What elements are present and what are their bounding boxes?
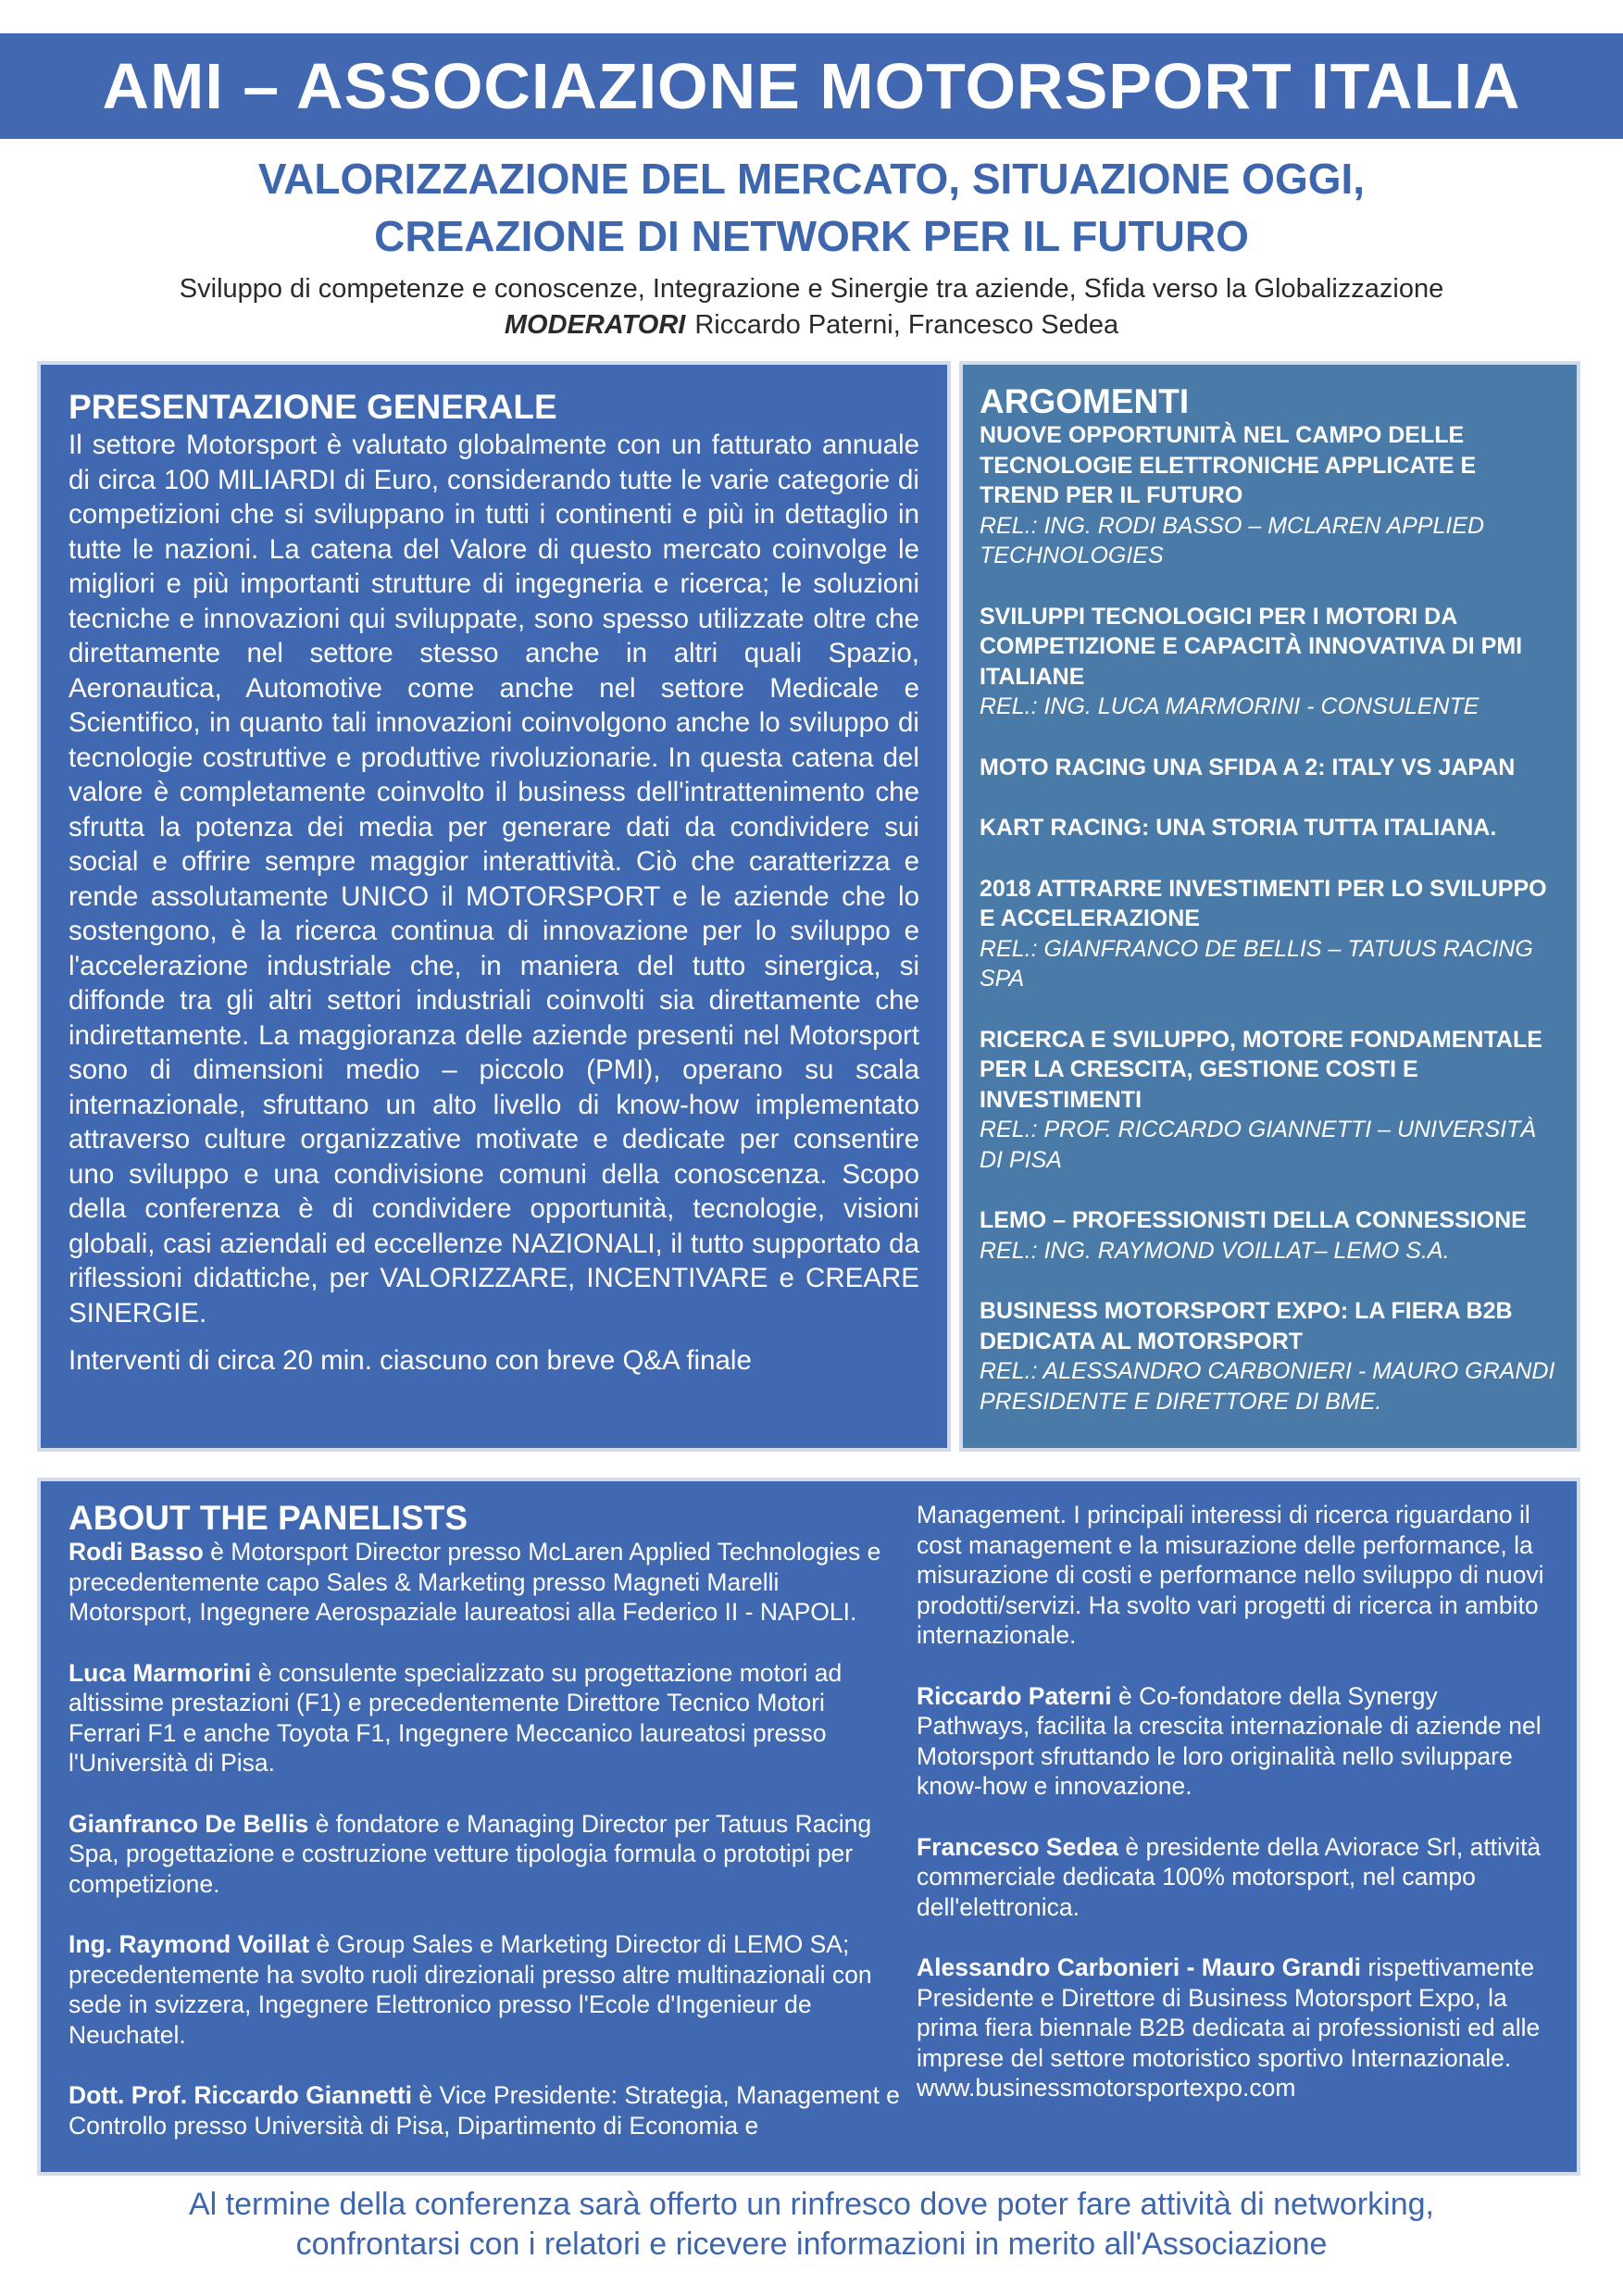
argument-item xyxy=(980,602,1560,722)
panelists-left-column xyxy=(69,1500,904,2171)
argument-title: NUOVE OPPORTUNITÀ NEL CAMPO DELLE TECNOLOGIE ELETTRONICHE APPLICATE E TREND PER IL FUTURO xyxy=(980,422,1477,508)
argument-item xyxy=(980,420,1560,571)
panelist-name: Ing. Raymond Voillat xyxy=(69,1930,310,1958)
argument-title: KART RACING: UNA STORIA TUTTA ITALIANA. xyxy=(980,815,1497,841)
moderators xyxy=(0,307,1623,343)
argument-item xyxy=(980,1205,1560,1266)
panelist-bio xyxy=(69,2080,904,2140)
argument-title: 2018 ATTRARRE INVESTIMENTI PER LO SVILUPPO E ACCELERAZIONE xyxy=(980,875,1547,931)
moderators-names: Riccardo Paterni, Francesco Sedea xyxy=(694,310,1119,340)
panelist-bio-continued xyxy=(917,1500,1550,1651)
tagline: Sviluppo di competenze e conoscenze, Integrazione e Sinergie tra aziende, Sfida verso la Globalizzazione xyxy=(179,274,1444,304)
argument-title: BUSINESS MOTORSPORT EXPO: LA FIERA B2B DEDICATA AL MOTORSPORT xyxy=(980,1298,1513,1354)
argument-title: RICERCA E SVILUPPO, MOTORE FONDAMENTALE PER LA CRESCITA, GESTIONE COSTI E INVESTIMENTI xyxy=(980,1026,1542,1113)
panelist-text: è Group Sales e Marketing Director di LEMO SA; precedentemente ha svolto ruoli direzionali presso altre multinazionali con sede in svizzera, Ingegnere Elettronico presso l'Ecole d'Ingenieur de Neuchatel. xyxy=(69,1930,872,2049)
subtitle-line-2: CREAZIONE DI NETWORK PER IL FUTURO xyxy=(374,212,1249,260)
panelist-bio xyxy=(917,1832,1550,1923)
subtitle xyxy=(0,150,1623,265)
panelists-heading: ABOUT THE PANELISTS xyxy=(69,1499,468,1537)
argument-title: MOTO RACING UNA SFIDA A 2: ITALY VS JAPAN xyxy=(980,754,1516,780)
argument-item xyxy=(980,753,1560,783)
page-title: AMI – ASSOCIAZIONE MOTORSPORT ITALIA xyxy=(102,50,1521,122)
subtitle-line-1: VALORIZZAZIONE DEL MERCATO, SITUAZIONE OGGI, xyxy=(257,155,1366,203)
panelists-box xyxy=(37,1478,1580,2176)
title-banner xyxy=(0,33,1623,139)
panelist-text: Management. I principali interessi di ricerca riguardano il cost management e la misurazione delle performance, la misurazione di costi e performance nello sviluppo di nuovi prodotti/servizi. Ha svolto vari progetti di ricerca in ambito internazionale. xyxy=(917,1501,1544,1649)
panelist-text: è presidente della Aviorace Srl, attività commerciale dedicata 100% motorsport, nel campo dell'elettronica. xyxy=(917,1832,1542,1921)
footer-note xyxy=(0,2185,1623,2265)
panelist-text: è consulente specializzato su progettazione motori ad altissime prestazioni (F1) e precedentemente Direttore Tecnico Motori Ferrari F1 e anche Toyota F1, Ingegnere Meccanico laureatosi presso l'Università di Pisa. xyxy=(69,1658,843,1777)
panelist-name: Gianfranco De Bellis xyxy=(69,1809,309,1838)
arguments-heading: ARGOMENTI xyxy=(980,382,1190,420)
footer-line-1: Al termine della conferenza sarà offerto un rinfresco dove poter fare attività di networking, xyxy=(189,2187,1434,2222)
panelist-text: è fondatore e Managing Director per Tatuus Racing Spa, progettazione e costruzione vetture tipologia formula o prototipi per competizione. xyxy=(69,1809,872,1898)
panelist-bio xyxy=(69,1929,904,2050)
panelist-bio xyxy=(917,1681,1550,1802)
panelist-bio xyxy=(69,1537,904,1628)
panelist-bio xyxy=(69,1658,904,1778)
argument-speaker: REL.: ING. LUCA MARMORINI - CONSULENTE xyxy=(980,693,1479,719)
argument-item xyxy=(980,1025,1560,1176)
argument-speaker: REL.: PROF. RICCARDO GIANNETTI – UNIVERSITÀ DI PISA xyxy=(980,1117,1537,1173)
panelists-right-column xyxy=(917,1500,1550,2134)
panelist-name: Francesco Sedea xyxy=(917,1832,1119,1861)
presentation-note: Interventi di circa 20 min. ciascuno con breve Q&A finale xyxy=(69,1345,752,1376)
presentation-body: Il settore Motorsport è valutato globalmente con un fatturato annuale di circa 100 MILIARDI di Euro, considerando tutte le varie categorie di competizioni che si sviluppano in tutti i continenti e più in dettaglio in tutte le nazioni. La catena del Valore di questo mercato coinvolge le migliori e più importanti strutture di ingegneria e ricerca; le soluzioni tecniche e innovazioni qui sviluppate, sono spesso utilizzate oltre che direttamente nel settore stesso anche in altri quali Spazio, Aeronautica, Automotive come anche nel settore Medicale e Scientifico, in quanto tali innovazioni coinvolgono anche lo sviluppo di tecnologie costruttive e produttive rivoluzionarie. In questa catena del valore è completamente coinvolto il business dell'intrattenimento che sfrutta la potenza dei media per generare dati da condividere sui social e offrire sempre maggior interattività. Ciò che caratterizza e rende assolutamente UNICO il MOTORSPORT e le aziende che lo sostengono, è la ricerca continua di innovazione per lo sviluppo e l'accelerazione industriale che, in maniera del tutto sinergica, si diffonde tra gli altri settori industriali coinvolti sia direttamente che indirettamente. La maggioranza delle aziende presenti nel Motorsport sono di dimensioni medio – piccolo (PMI), operano su scala internazionale, sfruttano un alto livello di know-how implementato attraverso culture organizzative motivate e dedicate per consentire uno sviluppo e una condivisione comuni della conoscenza. Scopo della conferenza è di condividere opportunità, tecnologie, visioni globali, casi aziendali ed eccellenze NAZIONALI, il tutto supportato da riflessioni didattiche, per VALORIZZARE, INCENTIVARE e CREARE SINERGIE. xyxy=(69,430,919,1329)
argument-title: SVILUPPI TECNOLOGICI PER I MOTORI DA COMPETIZIONE E CAPACITÀ INNOVATIVA DI PMI ITALIANE xyxy=(980,603,1523,690)
panelist-text: è Motorsport Director presso McLaren Applied Technologies e precedentemente capo Sales & Marketing presso Magneti Marelli Motorsport, Ingegnere Aerospaziale laureatosi alla Federico II - NAPOLI. xyxy=(69,1538,881,1626)
panelist-bio xyxy=(69,1809,904,1900)
panelist-name: Riccardo Paterni xyxy=(917,1681,1112,1710)
footer-line-2: confrontarsi con i relatori e ricevere informazioni in merito all'Associazione xyxy=(295,2227,1328,2262)
argument-item xyxy=(980,1296,1560,1416)
argument-item xyxy=(980,813,1560,843)
argument-speaker: REL.: ING. RAYMOND VOILLAT– LEMO S.A. xyxy=(980,1237,1450,1264)
argument-speaker: REL.: GIANFRANCO DE BELLIS – TATUUS RACING SPA xyxy=(980,935,1533,992)
panelist-name: Alessandro Carbonieri - Mauro Grandi xyxy=(917,1953,1362,1981)
argument-item xyxy=(980,874,1560,994)
argument-speaker: REL.: ALESSANDRO CARBONIERI - MAURO GRANDI PRESIDENTE E DIRETTORE DI BME. xyxy=(980,1358,1555,1415)
arguments-box xyxy=(959,361,1580,1452)
panelist-name: Dott. Prof. Riccardo Giannetti xyxy=(69,2081,413,2109)
panelist-text: è Vice Presidente: Strategia, Management e Controllo presso Università di Pisa, Dipartimento di Economia e xyxy=(69,2081,900,2140)
panelist-name: Luca Marmorini xyxy=(69,1658,252,1687)
presentation-box xyxy=(37,361,951,1452)
argument-title: LEMO – PROFESSIONISTI DELLA CONNESSIONE xyxy=(980,1207,1527,1233)
panelist-text: è Co-fondatore della Synergy Pathways, facilita la crescita internazionale di aziende nel Motorsport sfruttando le loro originalità nello sviluppare know-how e innovazione. xyxy=(917,1681,1542,1800)
panelist-bio xyxy=(917,1953,1550,2103)
argument-speaker: REL.: ING. RODI BASSO – MCLAREN APPLIED TECHNOLOGIES xyxy=(980,512,1485,568)
presentation-heading: PRESENTAZIONE GENERALE xyxy=(69,388,557,426)
panelist-text: rispettivamente Presidente e Direttore di Business Motorsport Expo, la prima fiera biennale B2B dedicata ai professionisti ed alle imprese del settore motoristico sportivo Internazionale. www.businessmotorsportexpo.com xyxy=(917,1953,1541,2102)
panelist-name: Rodi Basso xyxy=(69,1538,204,1566)
moderators-label: MODERATORI xyxy=(504,310,686,340)
